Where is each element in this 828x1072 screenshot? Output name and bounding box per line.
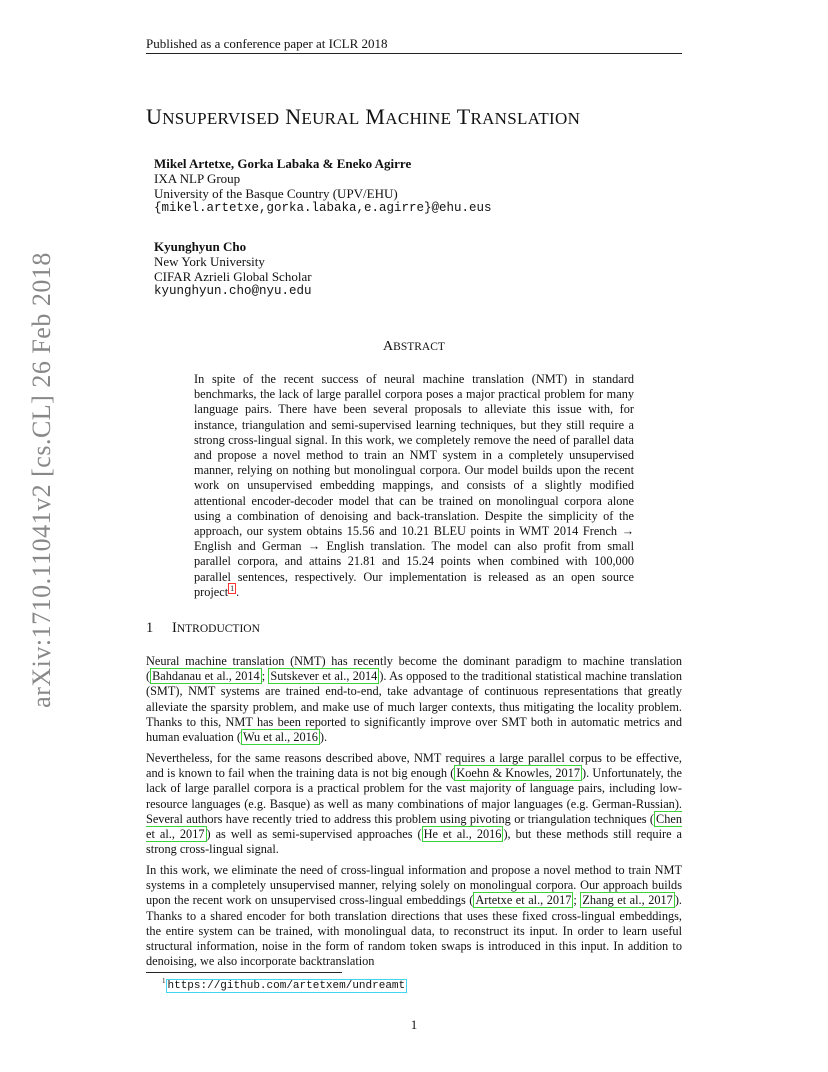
author-email: kyunghyun.cho@nyu.edu xyxy=(154,284,312,298)
affiliation-line: IXA NLP Group xyxy=(154,171,241,186)
abstract-text: In spite of the recent success of neural machine translation (NMT) in standard benchmarks, the lack of large parallel corpora poses a major practical problem for many language pairs. There have been several proposals to alleviate this issue with, for instance, triangulation and semi-supervised learning techniques, but they still require a strong cross-lingual signal. In this work, we completely remove the need of parallel data and propose a novel method to train an NMT system in a completely unsupervised manner, relying on nothing but monolingual corpora. Our model builds upon the recent work on unsupervised embedding mappings, and consists of a slightly modified attentional encoder-decoder model that can be trained on monolingual corpora alone using a combination of denoising and back-translation. Despite the simplicity of the approach, our system obtains 15.56 and 10.21 BLEU points in WMT 2014 French → English and German → English translation. The model can also profit from small parallel corpora, and attains 21.81 and 15.24 points when combined with 100,000 parallel sentences, respectively. Our implementation is released as an open source project $^1$ . xyxy=(194,372,634,599)
citation-link[interactable]: Artetxe et al., 2017 xyxy=(475,893,572,908)
header-rule xyxy=(146,53,682,54)
citation-link[interactable]: Sutskever et al., 2014 xyxy=(270,669,378,684)
section-heading-introduction: 1 INTRODUCTION xyxy=(146,620,260,636)
footnote-ref-link[interactable]: 1 xyxy=(230,583,235,593)
paragraph-2: Nevertheless, for the same reasons described above, NMT requires a large parallel corpus to be effective, and is known to fail when the training data is not big enough ( Koehn & Knowles, 2017 ). Unfortunately, the lack of large parallel corpora is a practical problem for the vast majority of language pairs, including low-resource languages (e.g. Basque) as well as many combinations of major languages (e.g. German-Russian). Several authors have recently tried to address this problem using pivoting or triangulation techniques ( Chen et al., 2017 ) as well as semi-supervised approaches ( He et al., 2016 ), but these methods still require a strong cross-lingual signal. xyxy=(146,751,683,857)
footnote xyxy=(162,977,407,992)
abstract-heading: ABSTRACT xyxy=(383,339,445,354)
paper-title: UNSUPERVISED NEURAL MACHINE TRANSLATION xyxy=(146,104,581,129)
citation-link[interactable]: Wu et al., 2016 xyxy=(242,730,318,745)
footnote-mark: 1 xyxy=(162,977,166,985)
author-block-nyu xyxy=(154,239,312,299)
author-block-ehu xyxy=(154,156,492,216)
author-email: {mikel.artetxe,gorka.labaka,e.agirre}@ehu.eus xyxy=(154,201,492,215)
paragraph-3: In this work, we eliminate the need of cross-lingual information and propose a novel method to train NMT systems in a completely unsupervised manner, relying solely on monolingual corpora. Our approach builds upon the recent work on unsupervised cross-lingual embeddings ( Artetxe et al., 2017 ; Zhang et al., 2017 ). Thanks to a shared encoder for both translation directions that uses these fixed cross-lingual embeddings, the entire system can be trained, with monolingual data, to reconstruct its input. In order to learn useful structural information, noise in the form of random token swaps is introduced in this input. In addition to denoising, we also incorporate backtranslation xyxy=(146,863,682,969)
affiliation-line: CIFAR Azrieli Global Scholar xyxy=(154,269,312,284)
affiliation-line: New York University xyxy=(154,254,265,269)
author-names: Mikel Artetxe, Gorka Labaka & Eneko Agirre xyxy=(154,156,412,171)
author-names: Kyunghyun Cho xyxy=(154,239,247,254)
citation-link[interactable]: Zhang et al., 2017 xyxy=(582,893,673,908)
citation-link[interactable]: Chen et al., 2017 xyxy=(146,811,682,842)
citation-link[interactable]: Bahdanau et al., 2014 xyxy=(152,669,260,684)
footnote-url-link[interactable]: https://github.com/artetxem/undreamt xyxy=(167,979,406,992)
page-number: 1 xyxy=(410,1017,418,1032)
paragraph-1: Neural machine translation (NMT) has recently become the dominant paradigm to machine translation ( Bahdanau et al., 2014 ; Sutskever et al., 2014 ). As opposed to the traditional statistical machine translation (SMT), NMT systems are trained end-to-end, take advantage of continuous representations that greatly alleviate the sparsity problem, and make use of much larger contexts, thus mitigating the locality problem. Thanks to this, NMT has been reported to significantly improve over SMT both in automatic metrics and human evaluation ( Wu et al., 2016 ). xyxy=(146,654,682,745)
arxiv-stamp-text: arXiv:1710.11041v2 [cs.CL] 26 Feb 2018 xyxy=(27,252,56,708)
citation-link[interactable]: He et al., 2016 xyxy=(423,827,502,842)
footnote-rule xyxy=(146,972,342,973)
affiliation-line: University of the Basque Country (UPV/EHU) xyxy=(154,186,398,201)
running-header: Published as a conference paper at ICLR 2018 xyxy=(146,36,388,51)
citation-link[interactable]: Koehn & Knowles, 2017 xyxy=(456,766,580,781)
